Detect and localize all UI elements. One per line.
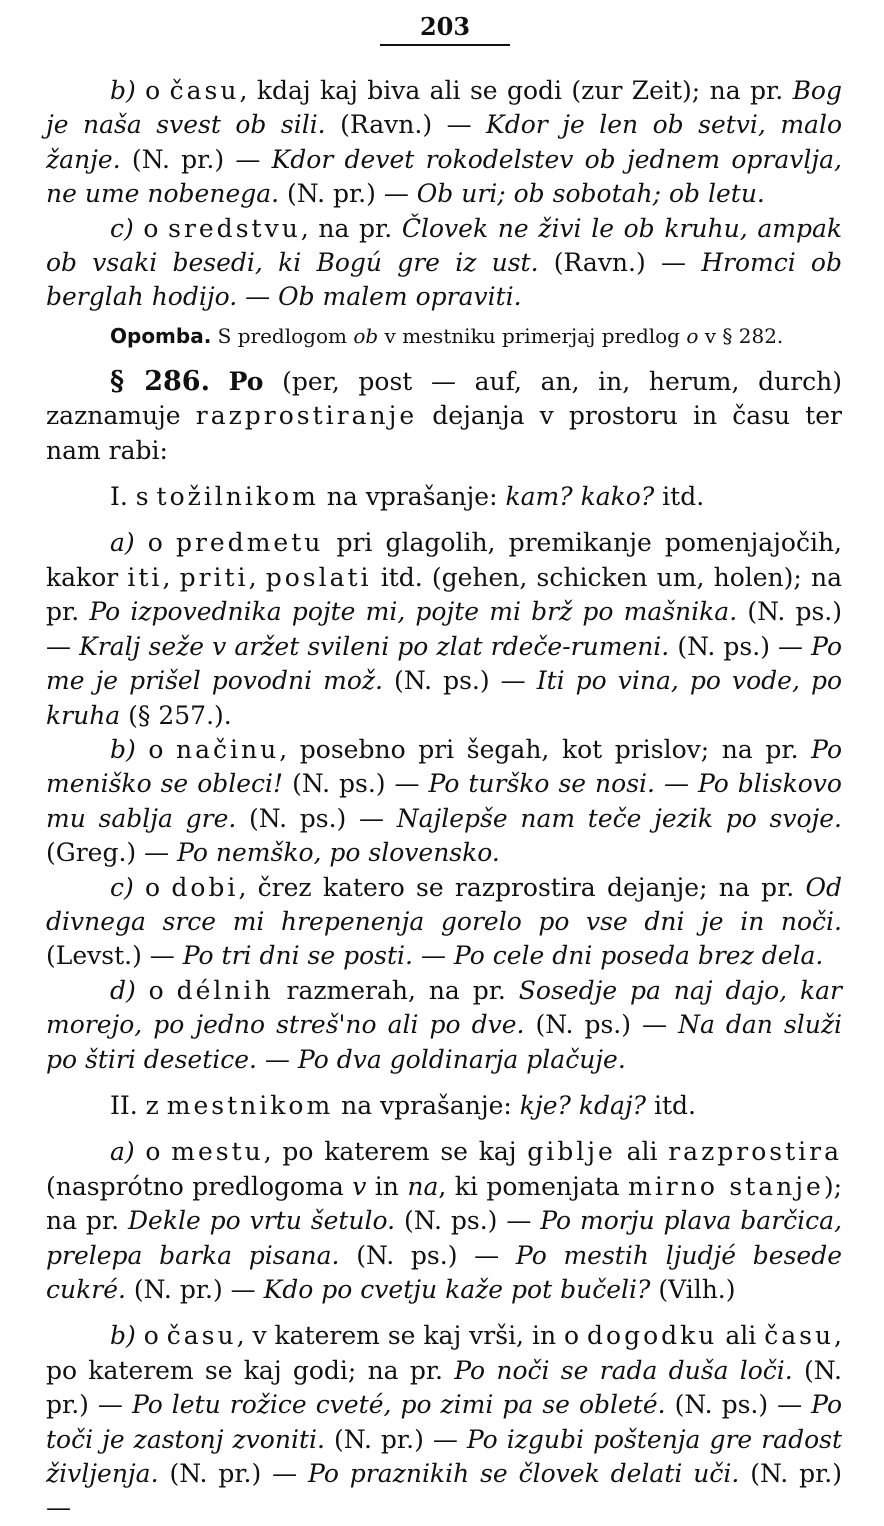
italic-text: a): [110, 1137, 135, 1167]
text-run: (N. ps.) —: [46, 597, 843, 661]
text-run: [210, 367, 229, 396]
italic-text: Iti po vina, po vode, po kruha: [46, 666, 843, 730]
italic-text: Po dva goldinarja plačuje.: [297, 1044, 626, 1074]
italic-text: Bog je naša svest ob sili.: [46, 76, 842, 140]
text-run: —: [237, 282, 279, 312]
italic-text: Po cele dni poseda brez dela.: [453, 941, 824, 971]
italic-text: Po turško se nosi.: [428, 769, 655, 799]
bold-term: Po: [228, 366, 264, 396]
italic-text: Po izpovednika pojte mi, pojte mi brž po mašnika.: [89, 597, 738, 627]
spaced-term: sredstvu: [168, 213, 301, 243]
text-run: (N. ps.) —: [524, 1010, 679, 1040]
italic-text: Hromci ob berglah hodijo.: [46, 248, 842, 312]
paragraph-II-mestnik: [46, 1089, 842, 1123]
italic-text: Po praznikih se človek delati uči.: [308, 1459, 740, 1489]
text-run: —: [654, 769, 698, 799]
spaced-term: dogodku: [587, 1321, 718, 1351]
text-run: itd.: [654, 482, 705, 512]
spaced-term: iti: [127, 562, 163, 592]
spaced-term: razprostiranje: [195, 401, 418, 431]
text-run: (N. ps.) —: [669, 631, 812, 661]
spaced-term: giblje: [527, 1137, 616, 1167]
page-number: 203: [380, 10, 510, 46]
text-run: , ki pomenjata: [438, 1171, 629, 1201]
paragraph-b-casu-po: [46, 1319, 842, 1525]
text-run: , posebno pri šegah, kot prislov; na pr.: [279, 734, 812, 764]
paragraph-I-tozilnik: [46, 480, 842, 514]
italic-text: Po bliskovo mu sablja gre.: [46, 769, 842, 833]
paragraph-opomba: [46, 321, 842, 351]
spaced-term: predmetu: [175, 528, 324, 558]
italic-text: ob: [353, 323, 379, 348]
italic-text: na: [407, 1171, 439, 1201]
text-run: (N. pr.) —: [279, 179, 417, 209]
spaced-term: času: [166, 1321, 237, 1351]
text-run: —: [256, 1044, 298, 1074]
italic-text: Po morju plava barčica, prelepa barka pisana.: [46, 1206, 843, 1270]
italic-text: Kdo po cvetju kaže pot bučeli?: [263, 1275, 651, 1304]
text-run: II. z: [110, 1090, 167, 1120]
text-run: in: [366, 1171, 408, 1201]
text-run: o: [135, 76, 170, 105]
page-text: [46, 74, 842, 1526]
italic-text: Po izgubi poštenja gre radost življenja.: [46, 1424, 843, 1489]
text-run: o: [133, 213, 169, 243]
italic-text: b): [110, 76, 136, 105]
text-run: o: [135, 1321, 167, 1351]
note-label: Opomba.: [110, 323, 212, 348]
text-run: (N. ps.) —: [383, 666, 537, 696]
text-run: o: [135, 975, 177, 1005]
italic-text: v: [352, 1171, 367, 1201]
italic-text: kam? kako?: [505, 482, 655, 512]
text-run: na vprašanje:: [318, 482, 506, 512]
paragraph-d-delnih: [46, 974, 842, 1077]
text-run: (Levst.) —: [46, 941, 183, 971]
text-run: na vprašanje:: [333, 1090, 520, 1120]
text-run: (Ravn.) —: [538, 248, 702, 278]
text-run: , po katerem se kaj: [263, 1137, 528, 1167]
italic-text: Od divnega srce mi hrepenenja gorelo po vse dni je in noči.: [46, 872, 842, 936]
text-run: (N. pr.) —: [46, 1459, 842, 1523]
text-run: (Vilh.): [650, 1275, 736, 1304]
text-run: (N. pr.) —: [125, 1275, 264, 1304]
italic-text: Po mestih ljudjé besede cukré.: [46, 1240, 843, 1304]
spaced-term: mestu: [171, 1137, 264, 1167]
text-run: (N. pr.) —: [120, 144, 272, 174]
spaced-term: času: [169, 76, 240, 105]
spaced-term: délnih: [176, 975, 274, 1005]
text-run: S predlogom: [211, 323, 354, 348]
text-run: , črez katero se razprostira dejanje; na pr.: [238, 872, 806, 902]
italic-text: d): [110, 975, 136, 1005]
text-run: —: [413, 941, 454, 971]
paragraph-a-mestu: [46, 1135, 842, 1307]
paragraph-c-means-ob: [46, 212, 842, 315]
text-run: pri glagolih, premikanje pomenjajočih, kakor: [46, 528, 843, 592]
italic-text: a): [110, 528, 135, 558]
paragraph-section-286: [46, 365, 842, 468]
italic-text: Sosedje pa naj dajo, kar morejo, po jedno streš'no ali po dve.: [46, 975, 843, 1040]
italic-text: Dekle po vrtu šetulo.: [127, 1206, 396, 1236]
text-run: (nasprótno predlogoma: [46, 1171, 353, 1201]
text-run: , kdaj kaj biva ali se godi (zur Zeit); na pr.: [239, 76, 793, 105]
spaced-term: dobi: [171, 872, 239, 902]
text-run: (N. ps.) —: [283, 769, 429, 799]
text-run: (N. pr.) —: [46, 1355, 842, 1420]
spaced-term: mestnikom: [166, 1090, 334, 1120]
text-run: (N. ps.) —: [395, 1206, 541, 1236]
text-run: (§ 257.).: [120, 700, 232, 730]
italic-text: b): [110, 734, 136, 764]
spaced-term: načinu: [176, 734, 280, 764]
spaced-term: poslati: [265, 562, 372, 592]
spaced-term: času: [764, 1321, 835, 1351]
italic-text: c): [110, 872, 134, 902]
text-run: , po katerem se kaj godi; na pr.: [46, 1321, 842, 1385]
italic-text: Po noči se rada duša loči.: [454, 1355, 793, 1385]
text-run: ); na pr.: [46, 1171, 842, 1236]
text-run: razmerah, na pr.: [273, 975, 519, 1005]
spaced-term: razprostira: [668, 1137, 842, 1167]
text-run: ,: [162, 562, 180, 592]
italic-text: c): [110, 213, 134, 243]
spaced-term: tožilnikom: [156, 482, 319, 512]
paragraph-c-dobi: [46, 871, 842, 974]
italic-text: Kdor devet rokodelstev ob jednem opravlja, ne ume nobenega.: [46, 144, 842, 209]
text-run: (N. ps.) —: [339, 1240, 516, 1270]
italic-text: Po nemško, po slovensko.: [177, 838, 500, 868]
text-run: dejanja v prostoru in času ter nam rabi:: [46, 401, 842, 465]
italic-text: Človek ne živi le ob kruhu, ampak ob vsaki besedi, ki Bogú gre iz ust.: [46, 213, 842, 278]
text-run: (N. ps.) —: [236, 803, 397, 833]
text-run: (per, post — auf, an, in, herum, durch) zaznamuje: [46, 366, 843, 431]
italic-text: kje? kdaj?: [519, 1090, 647, 1120]
italic-text: Na dan služi po štiri desetice.: [46, 1010, 842, 1074]
italic-text: Ob uri; ob sobotah; ob letu.: [416, 179, 765, 209]
text-run: (N. pr.) —: [158, 1459, 309, 1489]
text-run: itd. (gehen, schicken um, holen); na pr.: [46, 562, 842, 627]
italic-text: Po me je prišel povodni mož.: [46, 631, 843, 696]
text-run: I. s: [110, 482, 157, 512]
text-run: , v katerem se kaj vrši, in o: [236, 1321, 588, 1351]
text-run: v § 282.: [698, 323, 784, 348]
italic-text: b): [110, 1321, 136, 1351]
section-number: § 286.: [110, 365, 210, 397]
text-run: , na pr.: [300, 213, 402, 243]
paragraph-a-predmetu: [46, 526, 842, 732]
text-run: (N. pr.) —: [324, 1424, 467, 1454]
italic-text: Kdor je len ob setvi, malo žanje.: [46, 110, 842, 174]
text-run: o: [134, 1137, 172, 1167]
italic-text: Po tri dni se posti.: [182, 941, 413, 971]
italic-text: Najlepše nam teče jezik po svoje.: [396, 803, 842, 833]
italic-text: o: [686, 323, 699, 348]
paragraph-b-nacinu: [46, 733, 842, 871]
text-run: o: [134, 528, 176, 558]
text-run: o: [133, 872, 172, 902]
text-run: (N. ps.) —: [665, 1390, 812, 1420]
text-run: (Ravn.) —: [325, 110, 487, 140]
text-run: (Greg.) —: [46, 838, 178, 868]
text-run: ali: [717, 1321, 765, 1351]
italic-text: Po letu rožice cveté, po zimi pa se obleté.: [131, 1390, 666, 1420]
italic-text: Po toči je zastonj zvoniti.: [46, 1390, 843, 1454]
text-run: o: [135, 734, 177, 764]
spaced-term: priti: [179, 562, 249, 592]
italic-text: Po meniško se obleci!: [46, 734, 842, 799]
italic-text: Kralj seže v aržet svileni po zlat rdeče-rumeni.: [79, 631, 670, 661]
text-run: ali: [615, 1137, 669, 1167]
text-run: v mestniku primerjaj predlog: [378, 323, 687, 348]
paragraph-b-time-ob: [46, 74, 842, 212]
spaced-term: mirno stanje: [628, 1171, 824, 1201]
text-run: itd.: [646, 1090, 697, 1120]
italic-text: Ob malem opraviti.: [278, 282, 522, 312]
text-run: ,: [248, 562, 266, 592]
